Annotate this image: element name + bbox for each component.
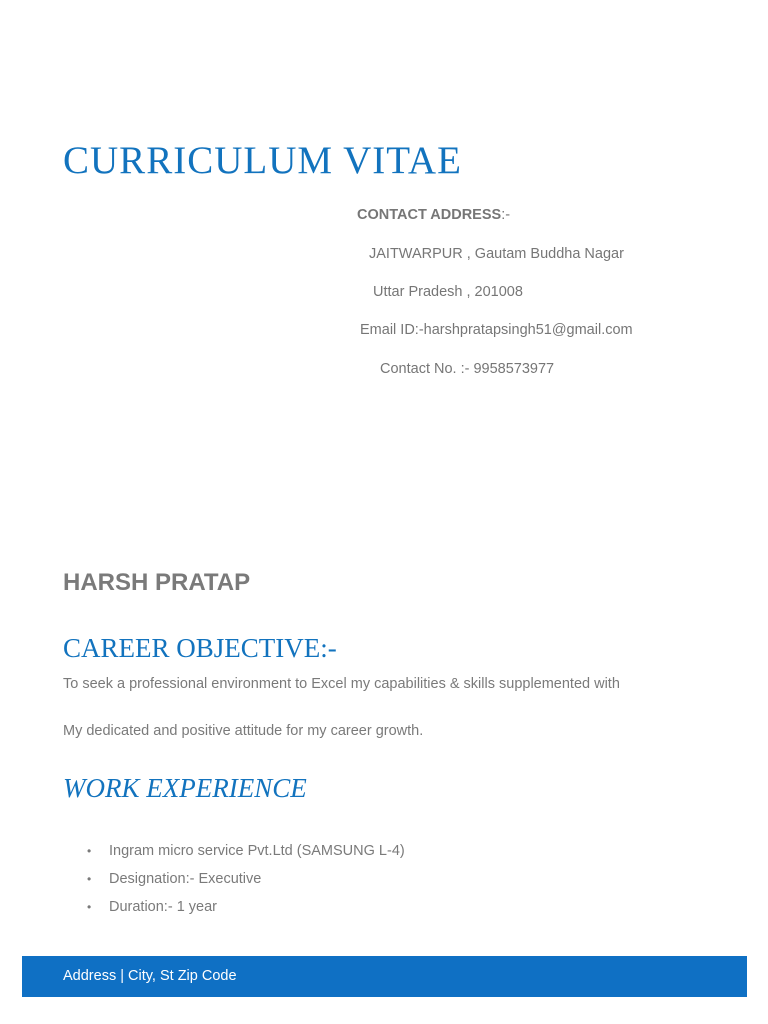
contact-email: Email ID:-harshpratapsingh51@gmail.com (360, 322, 633, 338)
career-objective-line-1: To seek a professional environment to Excel my capabilities & skills supplemented with (63, 676, 620, 692)
career-objective-heading: CAREER OBJECTIVE:- (63, 633, 337, 663)
work-item-text: Ingram micro service Pvt.Ltd (SAMSUNG L-4) (109, 843, 405, 859)
bullet-icon: • (87, 844, 92, 858)
career-objective-line-2: My dedicated and positive attitude for my career growth. (63, 723, 424, 739)
list-item (63, 869, 405, 897)
bullet-icon: • (87, 872, 92, 886)
document-title: CURRICULUM VITAE (63, 139, 462, 182)
list-item (63, 897, 405, 925)
candidate-name: HARSH PRATAP (63, 569, 251, 596)
contact-address-line-2: Uttar Pradesh , 201008 (373, 284, 523, 300)
contact-address-label: CONTACT ADDRESS (357, 207, 502, 223)
footer-address: Address | City, St Zip Code (63, 968, 237, 984)
list-item (63, 841, 405, 869)
work-item-text: Duration:- 1 year (109, 899, 217, 915)
contact-address-heading (357, 206, 510, 224)
work-experience-heading: WORK EXPERIENCE (63, 773, 307, 803)
contact-address-suffix: :- (501, 207, 511, 223)
work-item-text: Designation:- Executive (109, 871, 262, 887)
footer-bar (22, 956, 747, 997)
contact-phone: Contact No. :- 9958573977 (380, 361, 555, 377)
work-experience-list (63, 841, 405, 925)
bullet-icon: • (87, 900, 92, 914)
contact-address-line-1: JAITWARPUR , Gautam Buddha Nagar (369, 246, 624, 262)
